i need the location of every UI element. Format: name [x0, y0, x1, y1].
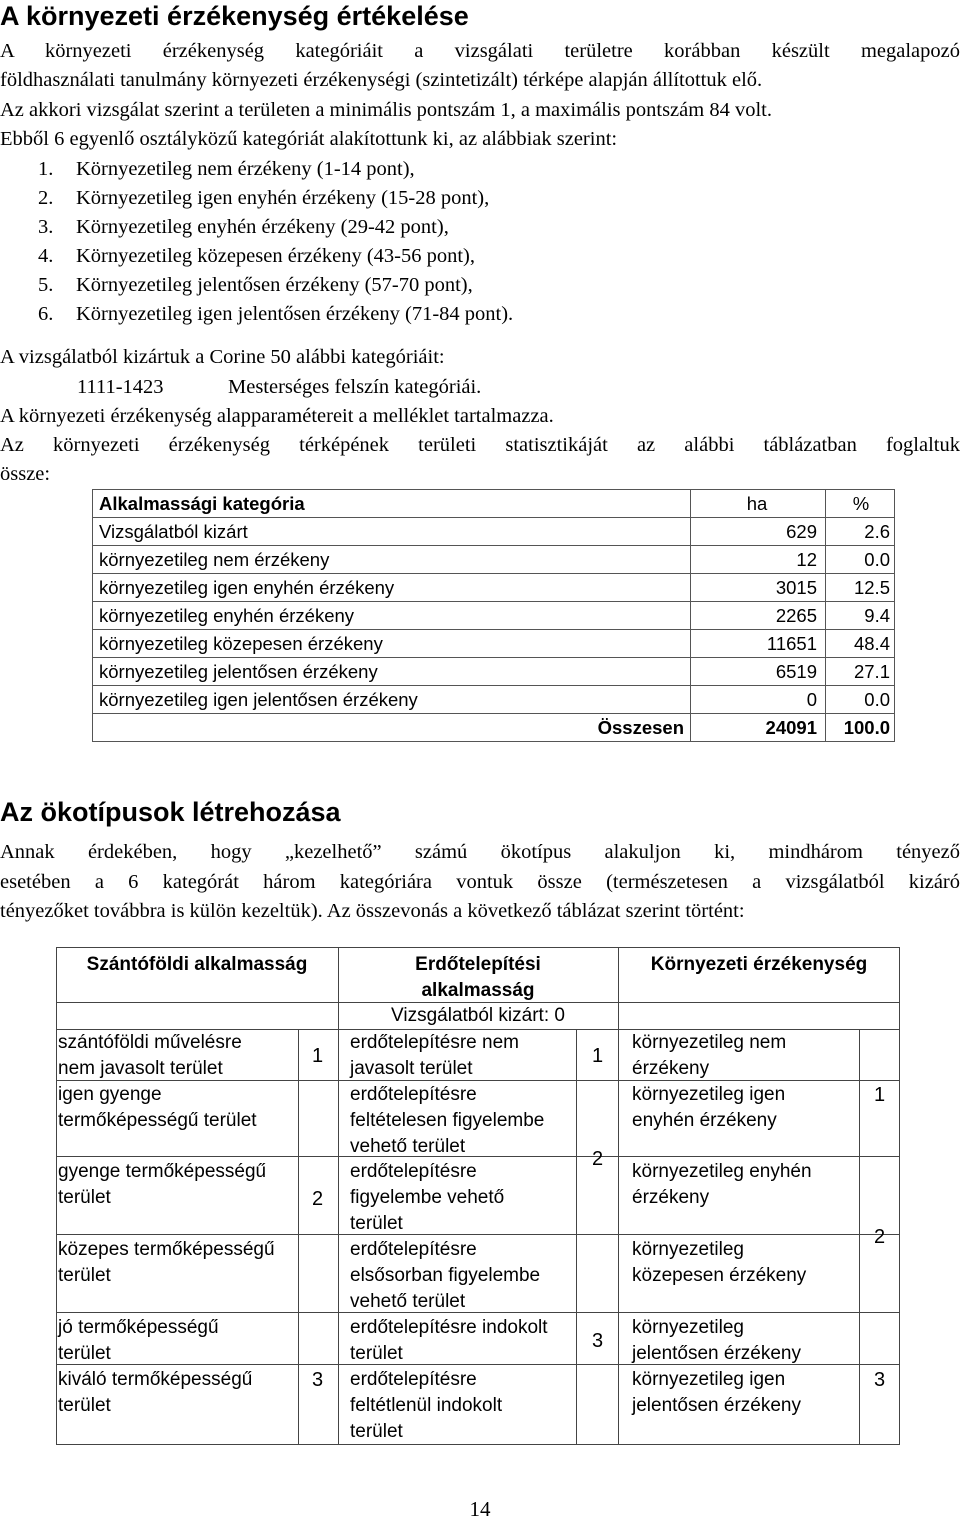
table-row	[93, 518, 895, 546]
category-cell: környezetileg közepesen érzékeny	[93, 630, 691, 658]
list-item: 5. Környezetileg jelentősen érzékeny (57-70 pont),	[38, 274, 473, 296]
stats-line: össze:	[0, 463, 51, 485]
appendix-note: A környezeti érzékenység alapparamétereit a melléklet tartalmazza.	[0, 405, 554, 427]
hectare-cell: 0	[691, 686, 826, 714]
hectare-cell: 629	[691, 518, 826, 546]
hectare-cell: 3015	[691, 574, 826, 602]
table-header: Alkalmassági kategória	[93, 490, 691, 518]
list-item: 4. Környezetileg közepesen érzékeny (43-56 pont),	[38, 245, 476, 267]
header-afforestation-suitability: Erdőtelepítési alkalmasság	[415, 954, 541, 1001]
arable-class-number: 1	[312, 1045, 324, 1067]
category-cell: környezetileg enyhén érzékeny	[93, 602, 691, 630]
list-item: 2. Környezetileg igen enyhén érzékeny (15-28 pont),	[38, 187, 490, 209]
body-line: Annak érdekében, hogy „kezelhető” számú ökotípus alakuljon ki, mindhárom tényező	[0, 841, 960, 863]
sensitivity-item: környezetileg igen jelentősen érzékeny	[632, 1369, 801, 1416]
afforestation-item: erdőtelepítésre elsősorban figyelembe vehető terület	[350, 1239, 541, 1312]
afforestation-item: erdőtelepítésre figyelembe vehető terület	[350, 1161, 505, 1234]
header-arable-suitability: Szántóföldi alkalmasság	[86, 954, 308, 975]
table-row	[93, 574, 895, 602]
total-hectare: 24091	[691, 714, 826, 742]
list-item: 3. Környezetileg enyhén érzékeny (29-42 pont),	[38, 216, 449, 238]
table-row	[93, 686, 895, 714]
sensitivity-item: környezetileg nem érzékeny	[632, 1032, 787, 1079]
percent-cell: 0.0	[826, 546, 895, 574]
table-header-row	[93, 490, 895, 518]
excluded-code: 1111-1423	[77, 376, 164, 398]
sensitivity-class-number: 2	[874, 1226, 886, 1248]
intro-line: Ebből 6 egyenlő osztályközű kategóriát alakítottunk ki, az alábbiak szerint:	[0, 128, 618, 150]
arable-item: szántóföldi művelésre nem javasolt terület	[58, 1032, 242, 1079]
sensitivity-item: környezetileg igen enyhén érzékeny	[632, 1084, 786, 1131]
category-cell: környezetileg igen jelentősen érzékeny	[93, 686, 691, 714]
arable-class-number: 2	[312, 1188, 324, 1210]
page-number: 14	[469, 1497, 491, 1521]
arable-item: jó termőképességű terület	[58, 1317, 219, 1364]
hectare-cell: 6519	[691, 658, 826, 686]
total-percent: 100.0	[826, 714, 895, 742]
afforestation-class-number: 3	[592, 1330, 604, 1352]
intro-line: földhasználati tanulmány környezeti érzékenységi (szintetizált) térképe alapján állítottuk elő.	[0, 69, 763, 91]
afforestation-class-number: 1	[592, 1045, 604, 1067]
percent-cell: 27.1	[826, 658, 895, 686]
percent-cell: 48.4	[826, 630, 895, 658]
table-header: ha	[691, 490, 826, 518]
header-environmental-sensitivity: Környezeti érzékenység	[650, 954, 868, 975]
hectare-cell: 12	[691, 546, 826, 574]
excluded-name: Mesterséges felszín kategóriái.	[228, 376, 482, 398]
table-header: %	[826, 490, 895, 518]
list-item: 1. Környezetileg nem érzékeny (1-14 pont),	[38, 158, 415, 180]
category-cell: környezetileg igen enyhén érzékeny	[93, 574, 691, 602]
intro-line: Az akkori vizsgálat szerint a területen a minimális pontszám 1, a maximális pontszám 84 volt.	[0, 99, 772, 121]
arable-item: kiváló termőképességű terület	[58, 1369, 253, 1416]
arable-item: igen gyenge termőképességű terület	[58, 1084, 257, 1131]
section-title: Az ökotípusok létrehozása	[0, 797, 341, 827]
percent-cell: 2.6	[826, 518, 895, 546]
afforestation-item: erdőtelepítésre feltétlenül indokolt terület	[350, 1369, 503, 1442]
sensitivity-stats-table	[92, 489, 895, 742]
hectare-cell: 2265	[691, 602, 826, 630]
sensitivity-item: környezetileg enyhén érzékeny	[632, 1161, 812, 1208]
body-line: tényezőket továbbra is külön kezeltük). Az összevonás a következő táblázat szerint történt:	[0, 900, 745, 922]
total-label: Összesen	[93, 714, 691, 742]
arable-class-number: 3	[312, 1369, 324, 1391]
body-line: esetében a 6 kategórát három kategóriára vontuk össze (természetesen a vizsgálatból kizáró	[0, 871, 960, 893]
percent-cell: 9.4	[826, 602, 895, 630]
afforestation-item: erdőtelepítésre nem javasolt terület	[350, 1032, 519, 1079]
stats-line: Az környezeti érzékenység térképének területi statisztikáját az alábbi táblázatban foglaltuk	[0, 434, 960, 456]
table-row	[93, 602, 895, 630]
list-item: 6. Környezetileg igen jelentősen érzékeny (71-84 pont).	[38, 303, 514, 325]
sensitivity-class-number: 1	[874, 1084, 886, 1106]
category-cell: környezetileg nem érzékeny	[93, 546, 691, 574]
percent-cell: 0.0	[826, 686, 895, 714]
category-cell: Vizsgálatból kizárt	[93, 518, 691, 546]
table-total-row	[93, 714, 895, 742]
category-merge-table	[56, 947, 900, 1445]
sensitivity-item: környezetileg jelentősen érzékeny	[632, 1317, 801, 1364]
sensitivity-class-number: 3	[874, 1369, 886, 1391]
intro-line: A környezeti érzékenység kategóriáit a vizsgálati területre korábban készült megalapozó	[0, 40, 960, 62]
table-row	[93, 630, 895, 658]
percent-cell: 12.5	[826, 574, 895, 602]
table-row	[93, 658, 895, 686]
afforestation-class-number: 2	[592, 1148, 604, 1170]
sensitivity-item: környezetileg közepesen érzékeny	[632, 1239, 807, 1286]
excluded-intro: A vizsgálatból kizártuk a Corine 50 alábbi kategóriáit:	[0, 346, 445, 368]
afforestation-item: erdőtelepítésre feltételesen figyelembe vehető terület	[350, 1084, 545, 1157]
excluded-row: Vizsgálatból kizárt: 0	[391, 1005, 565, 1026]
afforestation-item: erdőtelepítésre indokolt terület	[350, 1317, 548, 1364]
arable-item: gyenge termőképességű terület	[58, 1161, 267, 1208]
section-title: A környezeti érzékenység értékelése	[0, 1, 469, 31]
table-row	[93, 546, 895, 574]
category-cell: környezetileg jelentősen érzékeny	[93, 658, 691, 686]
arable-item: közepes termőképességű terület	[58, 1239, 275, 1286]
hectare-cell: 11651	[691, 630, 826, 658]
